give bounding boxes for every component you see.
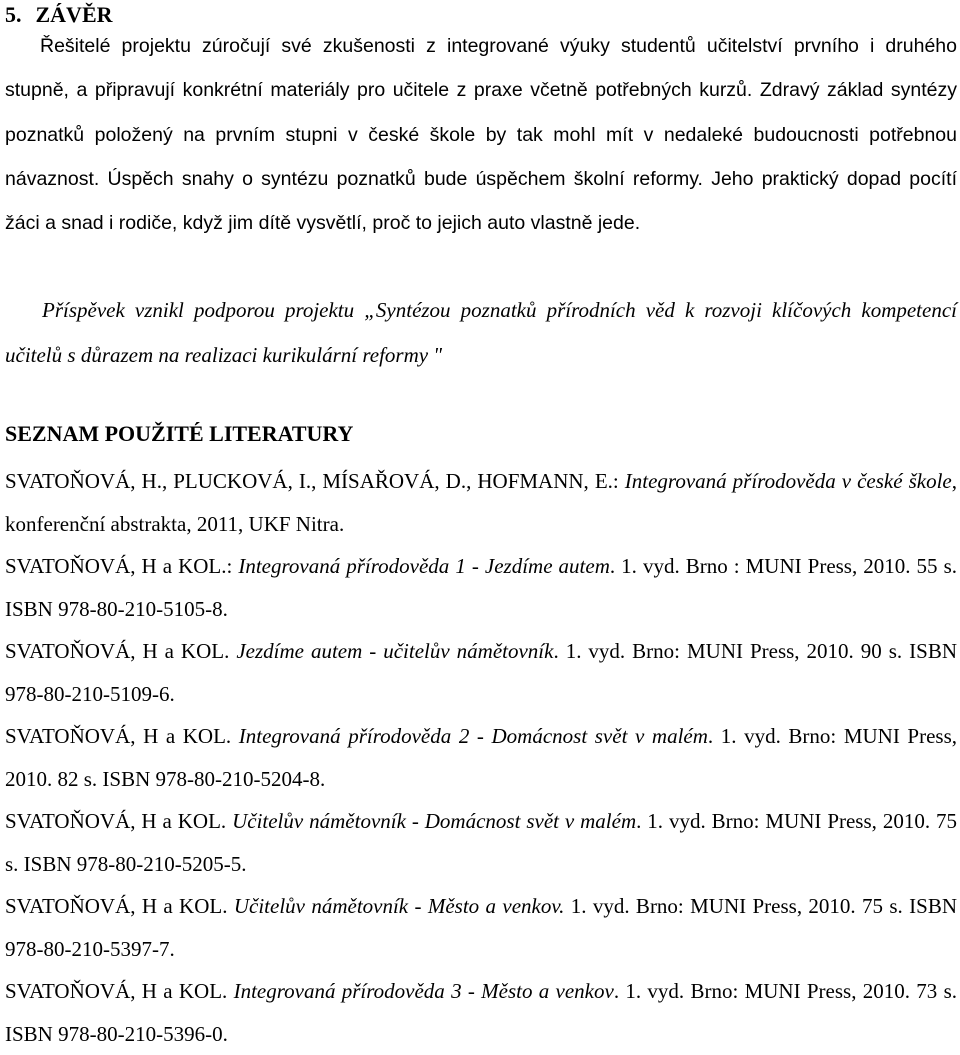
reference-list: [5, 460, 957, 1055]
reference-details: . 1. vyd. Brno: MUNI Press, 2010. 82 s. ISBN 978-80-210-5204-8.: [5, 724, 958, 791]
reference-details: . 1. vyd. Brno : MUNI Press, 2010. 55 s. ISBN 978-80-210-5105-8.: [5, 554, 957, 621]
reference-authors: SVATOŇOVÁ, H a KOL.: [5, 809, 227, 833]
reference-details: . 1. vyd. Brno: MUNI Press, 2010. 73 s. ISBN 978-80-210-5396-0.: [5, 979, 957, 1046]
reference-title: Učitelův námětovník - Město a venkov.: [233, 894, 565, 918]
reference-details: 1. vyd. Brno: MUNI Press, 2010. 75 s. ISBN 978-80-210-5397-7.: [5, 894, 958, 961]
reference-authors: SVATOŇOVÁ, H a KOL.: [5, 979, 228, 1003]
reference-item: [5, 800, 957, 885]
reference-item: [5, 885, 957, 970]
reference-title: Jezdíme autem - učitelův námětovník: [236, 639, 554, 663]
reference-item: [5, 970, 957, 1055]
conclusion-paragraph: Řešitelé projektu zúročují své zkušenosti z integrované výuky studentů učitelství prvního i druhého stupně, a připravují konkrétní materiály pro učitele z praxe včetně potřebných kurzů. Zdravý základ syntézy poznatků položený na prvním stupni v české škole by tak mohl mít v nedaleké budoucnosti potřebnou návaznost. Úspěch snahy o syntézu poznatků bude úspěchem školní reformy. Jeho praktický dopad pocítí žáci a snad i rodiče, když jim dítě vysvětlí, proč to jejich auto vlastně jede.: [5, 35, 957, 235]
reference-item: [5, 630, 957, 715]
reference-details: , konferenční abstrakta, 2011, UKF Nitra.: [5, 469, 957, 536]
reference-details: . 1. vyd. Brno: MUNI Press, 2010. 75 s. ISBN 978-80-210-5205-5.: [5, 809, 957, 876]
reference-item: [5, 715, 957, 800]
reference-title: Integrovaná přírodověda 2 - Domácnost svět v malém: [238, 724, 708, 748]
reference-title: Integrovaná přírodověda 1 - Jezdíme autem: [238, 554, 610, 578]
reference-authors: SVATOŇOVÁ, H a KOL.:: [5, 554, 233, 578]
reference-authors: SVATOŇOVÁ, H a KOL.: [5, 639, 230, 663]
section-number: 5.: [5, 2, 22, 27]
reference-authors: SVATOŇOVÁ, H., PLUCKOVÁ, I., MÍSAŘOVÁ, D., HOFMANN, E.:: [5, 469, 619, 493]
literature-title: SEZNAM POUŽITÉ LITERATURY: [5, 421, 354, 446]
section-title: ZÁVĚR: [35, 2, 113, 27]
acknowledgement-paragraph: Příspěvek vznikl podporou projektu „Syntézou poznatků přírodních věd k rozvoji klíčových kompetencí učitelů s důrazem na realizaci kurikulární reformy ": [5, 298, 957, 367]
reference-item: [5, 460, 957, 545]
reference-title: Učitelův námětovník - Domácnost svět v malém: [232, 809, 637, 833]
reference-authors: SVATOŇOVÁ, H a KOL.: [5, 894, 228, 918]
reference-item: [5, 545, 957, 630]
reference-details: . 1. vyd. Brno: MUNI Press, 2010. 90 s. ISBN 978-80-210-5109-6.: [5, 639, 957, 706]
reference-title: Integrovaná přírodověda v české škole: [624, 469, 952, 493]
reference-title: Integrovaná přírodověda 3 - Město a venkov: [233, 979, 614, 1003]
reference-authors: SVATOŇOVÁ, H a KOL.: [5, 724, 232, 748]
